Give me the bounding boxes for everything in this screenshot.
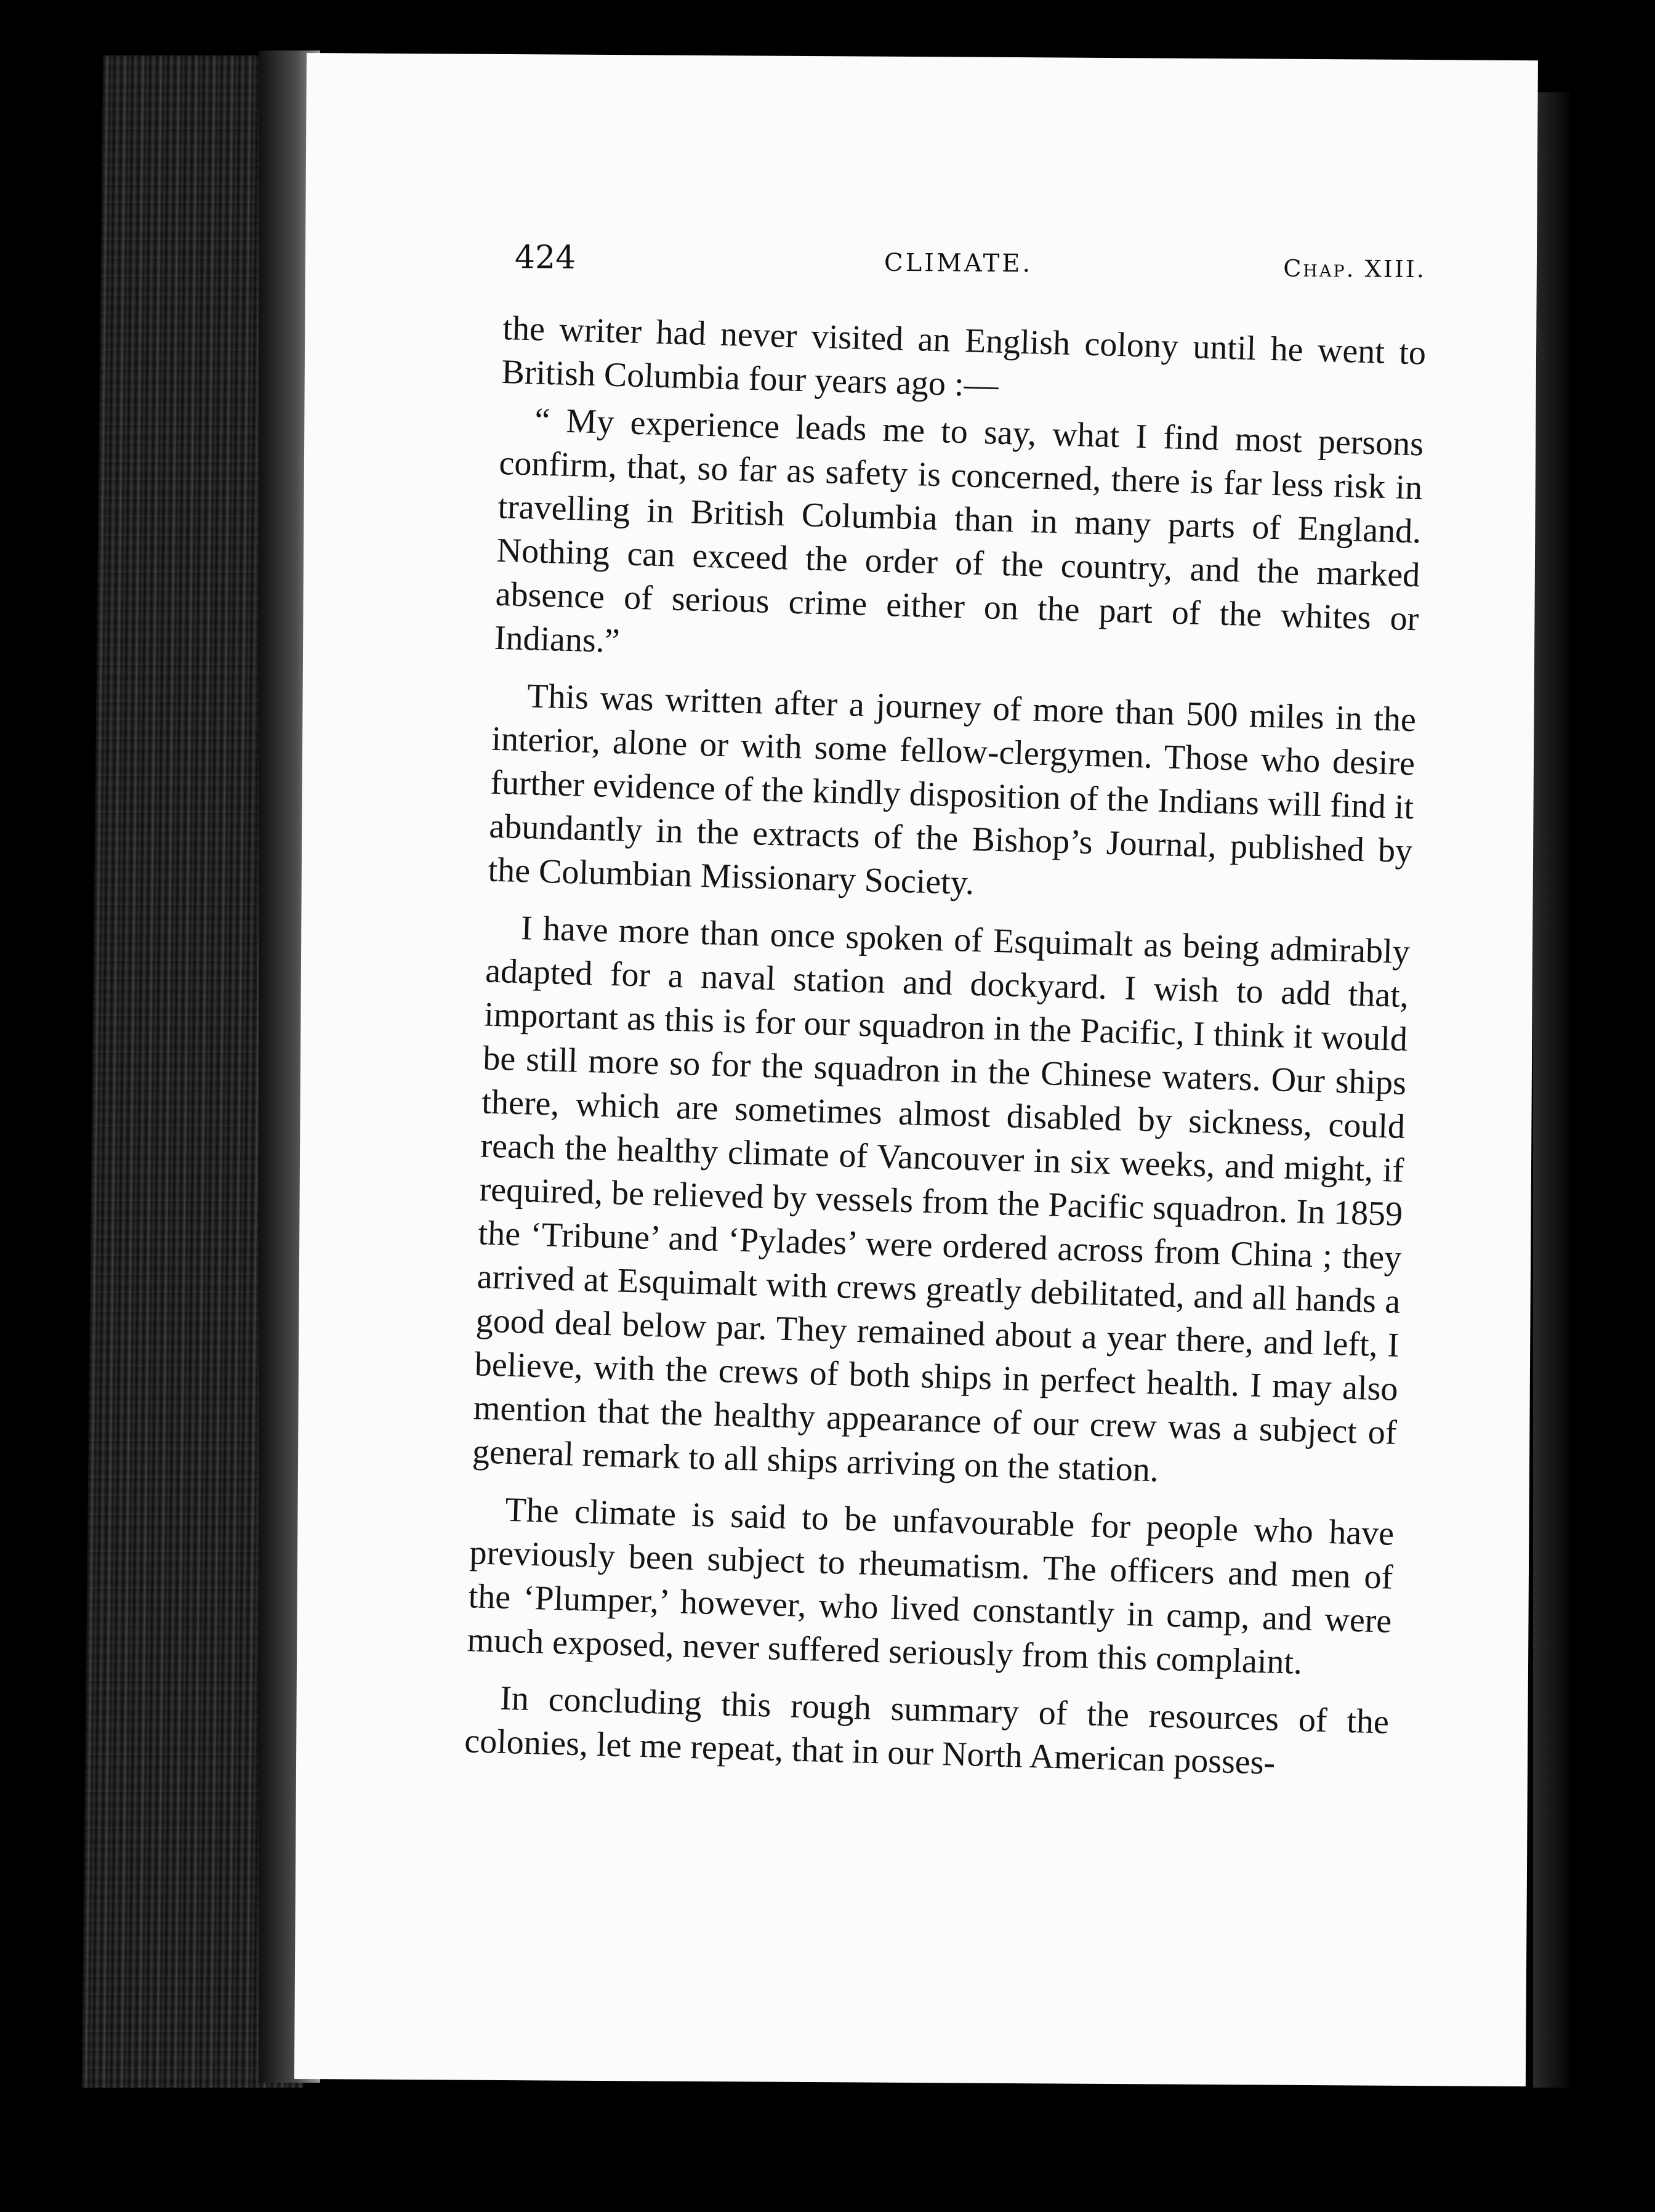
chapter-reference: Chap. XIII. xyxy=(1283,254,1427,283)
paragraph-climate: The climate is said to be unfavourable for people who have previously been subject to rheumatism. The officers and men of the ‘Plumper,’ however, who lived constantly in camp, and were much exposed, never suffered seriously from this complaint. xyxy=(467,1490,1395,1682)
running-head xyxy=(515,239,1426,288)
page-number: 424 xyxy=(514,239,576,276)
paragraph-journey: This was written after a journey of more than 500 miles in the interior, alone or with some fellow-clergymen. Those who desire further evidence of the kindly disposition of the Indians will find it abundantly in the extracts of the Bishop’s Journal, published by the Columbian Missionary Society. xyxy=(487,677,1417,902)
paragraph-esquimalt: I have more than once spoken of Esquimalt as being admirably adapted for a naval station and dockyard. I wish to add that, important as this is for our squadron in the Pacific, I think it would be still more so for the squadron in the Chinese waters. Our ships there, which are sometimes almost disabled by sickness, could reach the healthy climate of Vancouver in six weeks, and might, if required, be relieved by vessels from the Pacific squadron. In 1859 the ‘Tribune’ and ‘Pylades’ were ordered across from China ; they arrived at Esquimalt with crews greatly debilitated, and all hands a good deal below par. They remained about a year there, and left, I believe, with the crews of both ships in perfect health. I may also mention that the healthy appearance of our crew was a subject of general remark to all ships arriving on the station. xyxy=(472,909,1411,1490)
facing-page-edge xyxy=(1533,92,1570,2088)
paragraph-concluding: In concluding this rough summary of the resources of the colonies, let me repeat, that in our North American posses- xyxy=(464,1679,1390,1782)
book-page xyxy=(294,53,1538,2086)
chapter-title: CLIMATE. xyxy=(884,248,1033,278)
paragraph-continuation: the writer had never visited an English colony until he went to British Columbia four years ago :— xyxy=(501,309,1427,405)
paragraph-quote: “ My experience leads me to say, what I find most persons confirm, that, so far as safety is concerned, there is far less risk in travelling in British Columbia than in many parts of England. Nothing can exceed the order of the country, and the marked absence of serious crime either on the part of the whites or Indians.” xyxy=(494,401,1424,661)
body-text xyxy=(464,307,1426,1788)
